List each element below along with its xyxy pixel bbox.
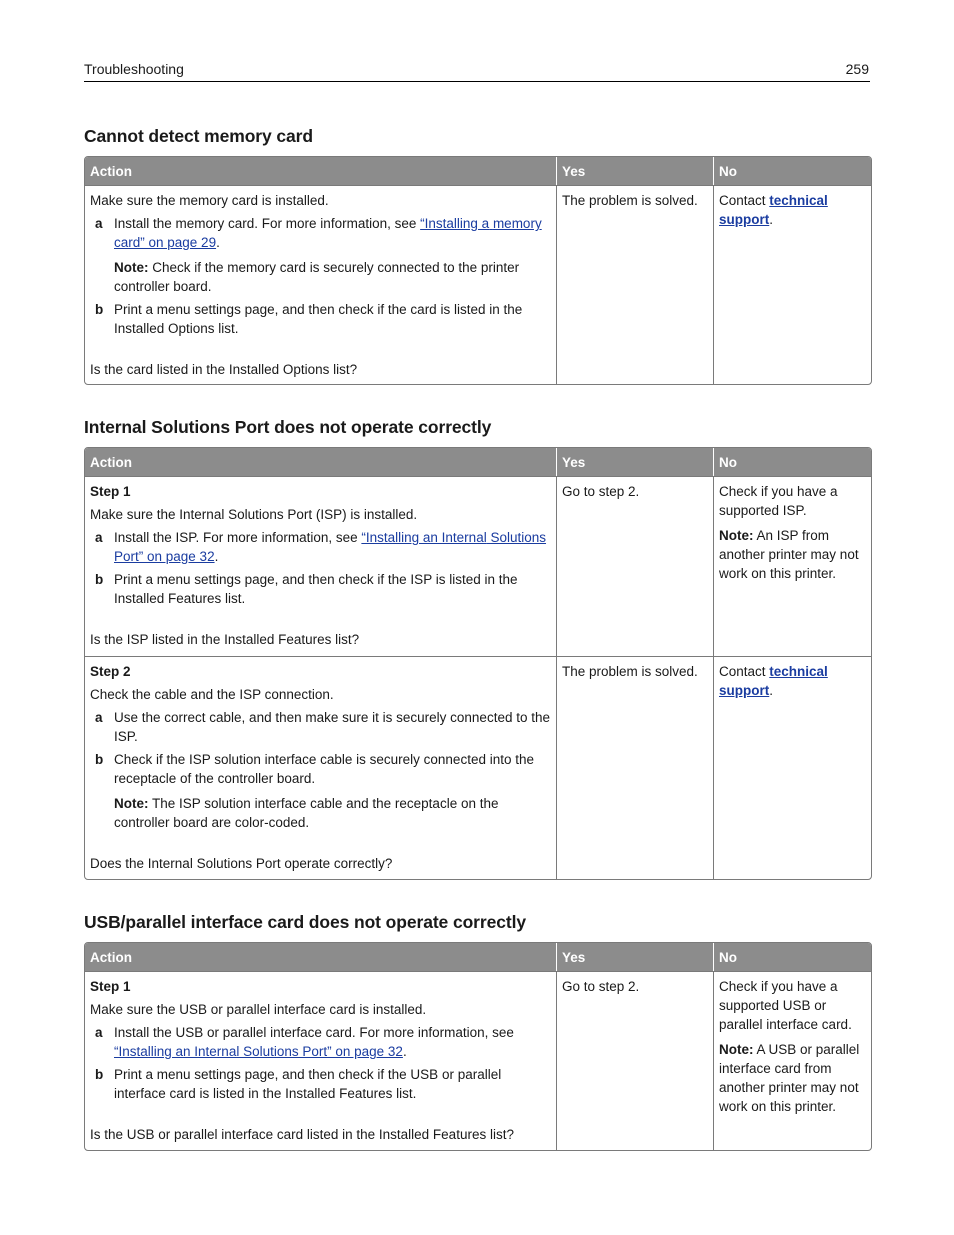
section-title-isp: Internal Solutions Port does not operate correctly xyxy=(84,417,492,437)
substep-text: Install the memory card. For more information, see “Installing a memory card” on page 29. xyxy=(114,216,542,250)
yes-cell: The problem is solved. xyxy=(556,185,713,384)
step-question: Is the ISP listed in the Installed Features list? xyxy=(90,632,360,647)
action-cell xyxy=(85,971,556,1150)
substep-text: Print a menu settings page, and then check if the card is listed in the Installed Options list. xyxy=(114,302,523,336)
column-header-yes: Yes xyxy=(556,157,713,185)
substep-a xyxy=(90,214,551,252)
substep-a xyxy=(90,528,551,566)
substep-b xyxy=(90,750,551,788)
substep-letter: b xyxy=(95,572,104,587)
step-intro: Make sure the USB or parallel interface card is installed. xyxy=(90,1002,427,1017)
substep-b xyxy=(90,1065,551,1103)
yes-cell: Go to step 2. xyxy=(556,476,713,656)
substep-text: Print a menu settings page, and then check if the USB or parallel interface card is listed in the Installed Features list. xyxy=(114,1067,502,1101)
note: Note: A USB or parallel interface card from another printer may not work on this printer. xyxy=(719,1042,860,1114)
header-rule xyxy=(84,81,870,82)
substep-a xyxy=(90,708,551,746)
yes-cell: The problem is solved. xyxy=(556,656,713,879)
substep-letter: a xyxy=(95,216,103,231)
substep-text: Install the ISP. For more information, see “Installing an Internal Solutions Port” on page 32. xyxy=(114,530,547,564)
yes-cell: Go to step 2. xyxy=(556,971,713,1150)
link-installing-memory-card[interactable]: “Installing a memory card” on page 29 xyxy=(114,216,542,250)
column-header-action: Action xyxy=(85,943,556,971)
no-text: Check if you have a supported ISP. xyxy=(719,484,838,518)
no-text: Check if you have a supported USB or parallel interface card. xyxy=(719,979,852,1032)
table-row xyxy=(85,185,871,384)
column-header-action: Action xyxy=(85,448,556,476)
substep-b xyxy=(90,300,551,338)
section-title-memory-card: Cannot detect memory card xyxy=(84,126,313,146)
column-header-no: No xyxy=(713,448,871,476)
section-title-usb-parallel: USB/parallel interface card does not operate correctly xyxy=(84,912,526,932)
substep-text: Check if the ISP solution interface cable is securely connected into the receptacle of the controller board. xyxy=(114,752,534,786)
no-cell: Contact technical support. xyxy=(713,185,871,384)
note: Note: The ISP solution interface cable and the receptacle on the controller board are color-coded. xyxy=(114,796,499,830)
usb-parallel-table xyxy=(84,942,872,1151)
column-header-yes: Yes xyxy=(556,943,713,971)
substep-letter: a xyxy=(95,1025,103,1040)
step-label: Step 2 xyxy=(90,664,131,679)
link-installing-isp[interactable]: “Installing an Internal Solutions Port” on page 32 xyxy=(114,1044,403,1059)
step-intro: Check the cable and the ISP connection. xyxy=(90,687,334,702)
substep-letter: b xyxy=(95,1067,104,1082)
substep-text: Install the USB or parallel interface card. For more information, see “Installing an Internal Solutions Port” on page 32. xyxy=(114,1025,514,1059)
step-question: Is the USB or parallel interface card listed in the Installed Features list? xyxy=(90,1127,514,1142)
substep-letter: b xyxy=(95,752,104,767)
substep-text: Print a menu settings page, and then check if the ISP is listed in the Installed Features list. xyxy=(114,572,518,606)
substep-b xyxy=(90,570,551,608)
note: Note: Check if the memory card is securely connected to the printer controller board. xyxy=(114,260,520,294)
no-cell xyxy=(713,476,871,656)
no-cell: Contact technical support. xyxy=(713,656,871,879)
step-question: Is the card listed in the Installed Options list? xyxy=(90,362,358,377)
link-technical-support[interactable]: technical support xyxy=(719,193,828,227)
step-label: Step 1 xyxy=(90,484,131,499)
link-installing-isp[interactable]: “Installing an Internal Solutions Port” on page 32 xyxy=(114,530,547,564)
action-cell xyxy=(85,185,556,384)
step-intro: Make sure the Internal Solutions Port (ISP) is installed. xyxy=(90,507,418,522)
substep-letter: a xyxy=(95,710,103,725)
action-cell xyxy=(85,476,556,656)
table-row xyxy=(85,476,871,656)
note: Note: An ISP from another printer may not work on this printer. xyxy=(719,528,859,581)
page-number: 259 xyxy=(845,61,869,77)
running-header-section: Troubleshooting xyxy=(84,61,184,77)
substep-letter: b xyxy=(95,302,104,317)
table-row xyxy=(85,656,871,879)
column-header-action: Action xyxy=(85,157,556,185)
no-cell xyxy=(713,971,871,1150)
column-header-no: No xyxy=(713,943,871,971)
table-row xyxy=(85,971,871,1150)
column-header-no: No xyxy=(713,157,871,185)
column-header-yes: Yes xyxy=(556,448,713,476)
substep-letter: a xyxy=(95,530,103,545)
action-cell xyxy=(85,656,556,879)
substep-a xyxy=(90,1023,551,1061)
substep-text: Use the correct cable, and then make sure it is securely connected to the ISP. xyxy=(114,710,550,744)
step-label: Step 1 xyxy=(90,979,131,994)
link-technical-support[interactable]: technical support xyxy=(719,664,828,698)
step-question: Does the Internal Solutions Port operate correctly? xyxy=(90,856,393,871)
memory-card-table xyxy=(84,156,872,385)
isp-table xyxy=(84,447,872,880)
step-intro: Make sure the memory card is installed. xyxy=(90,193,329,208)
